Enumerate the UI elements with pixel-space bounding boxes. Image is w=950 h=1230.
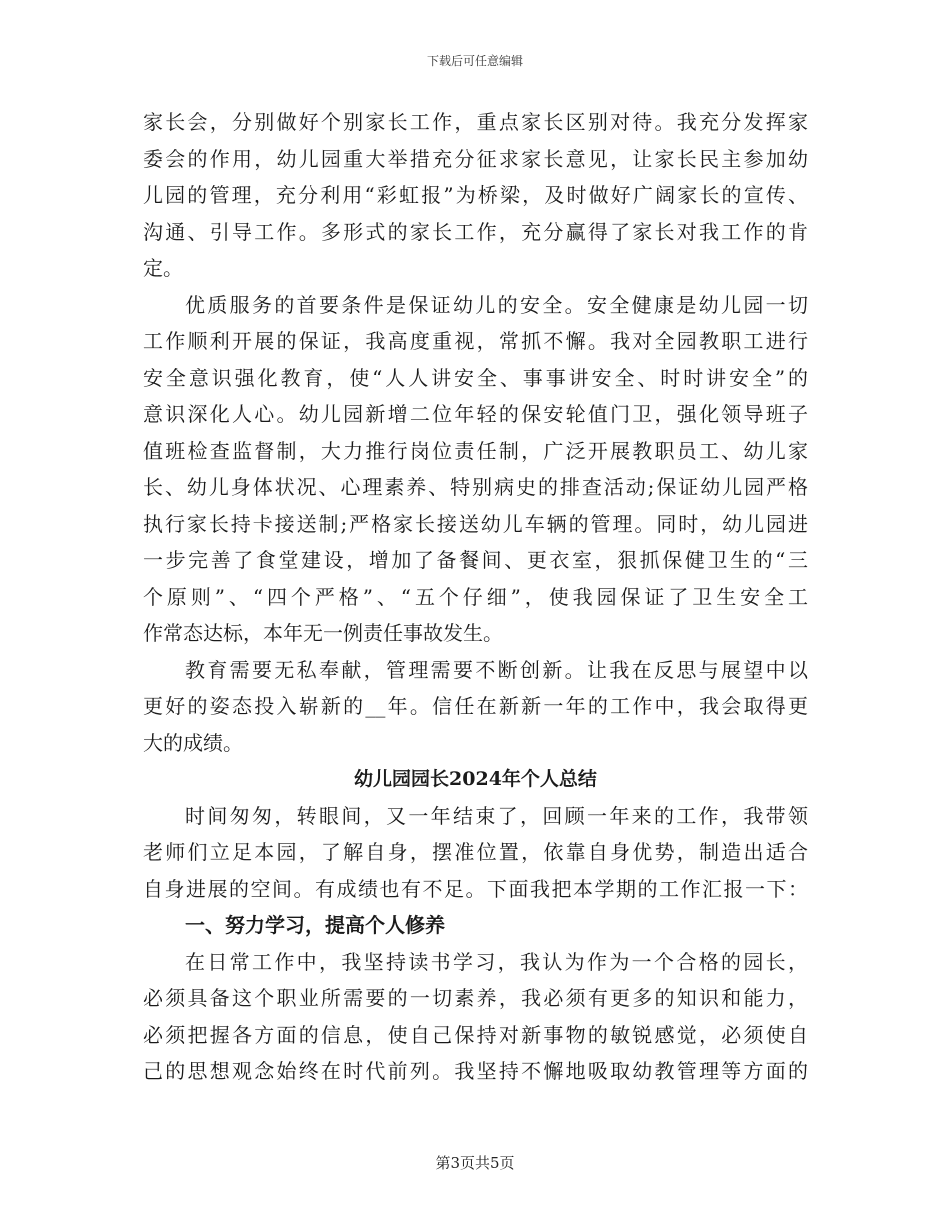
subheading: 一、努力学习，提高个人修养 bbox=[185, 913, 445, 937]
text-line: 值班检查监督制，大力推行岗位责任制，广泛开展教职员工、幼儿家 bbox=[143, 438, 808, 463]
text-line: 作常态达标，本年无一例责任事故发生。 bbox=[143, 621, 503, 645]
text-line: 一步完善了食堂建设，增加了备餐间、更衣室，狠抓保健卫生的“三 bbox=[143, 548, 808, 572]
text-line: 在日常工作中，我坚持读书学习，我认为作为一个合格的园长， bbox=[185, 949, 808, 974]
text-line: 工作顺利开展的保证，我高度重视，常抓不懈。我对全园教职工进行 bbox=[143, 329, 808, 353]
text-line: 意识深化人心。幼儿园新增二位年轻的保安轮值门卫，强化领导班子 bbox=[143, 402, 808, 426]
text-line: 自身进展的空间。有成绩也有不足。下面我把本学期的工作汇报一下： bbox=[143, 876, 808, 901]
text-line: 老师们立足本园，了解自身，摆准位置，依靠自身优势，制造出适合 bbox=[143, 840, 808, 864]
text-line: 家长会，分别做好个别家长工作，重点家长区别对待。我充分发挥家 bbox=[143, 110, 808, 134]
page-header: 下载后可任意编辑 bbox=[426, 54, 523, 68]
text-line: 儿园的管理，充分利用“彩虹报”为桥梁，及时做好广阔家长的宣传、 bbox=[143, 183, 808, 207]
text-line: 长、幼儿身体状况、心理素养、特别病史的排查活动;保证幼儿园严格 bbox=[143, 475, 808, 499]
text-line: 大的成绩。 bbox=[143, 730, 243, 755]
text-line: 己的思想观念始终在时代前列。我坚持不懈地吸取幼教管理等方面的 bbox=[143, 1059, 808, 1083]
section-title: 幼儿园园长2024年个人总结 bbox=[354, 768, 597, 790]
text-line: 执行家长持卡接送制;严格家长接送幼儿车辆的管理。同时，幼儿园进 bbox=[143, 511, 808, 536]
text-line: 安全意识强化教育，使“人人讲安全、事事讲安全、时时讲安全”的 bbox=[143, 365, 808, 390]
text-line: 必须把握各方面的信息，使自己保持对新事物的敏锐感觉，必须使自 bbox=[143, 1022, 808, 1047]
page-footer: 第3页共5页 bbox=[435, 1154, 515, 1172]
document-body bbox=[143, 104, 808, 1090]
text-line: 定。 bbox=[143, 256, 183, 280]
text-line: 更好的姿态投入崭新的__年。信任在新新一年的工作中，我会取得更 bbox=[143, 694, 808, 718]
text-line: 必须具备这个职业所需要的一切素养，我必须有更多的知识和能力， bbox=[143, 986, 808, 1010]
text-line: 个原则”、“四个严格”、“五个仔细”，使我园保证了卫生安全工 bbox=[143, 584, 808, 609]
text-line: 优质服务的首要条件是保证幼儿的安全。安全健康是幼儿园一切 bbox=[185, 292, 808, 317]
text-line: 教育需要无私奉献，管理需要不断创新。让我在反思与展望中以 bbox=[185, 657, 808, 682]
text-line: 时间匆匆，转眼间，又一年结束了，回顾一年来的工作，我带领 bbox=[185, 803, 808, 828]
text-line: 委会的作用，幼儿园重大举措充分征求家长意见，让家长民主参加幼 bbox=[143, 146, 808, 171]
text-line: 沟通、引导工作。多形式的家长工作，充分赢得了家长对我工作的肯 bbox=[143, 219, 808, 244]
